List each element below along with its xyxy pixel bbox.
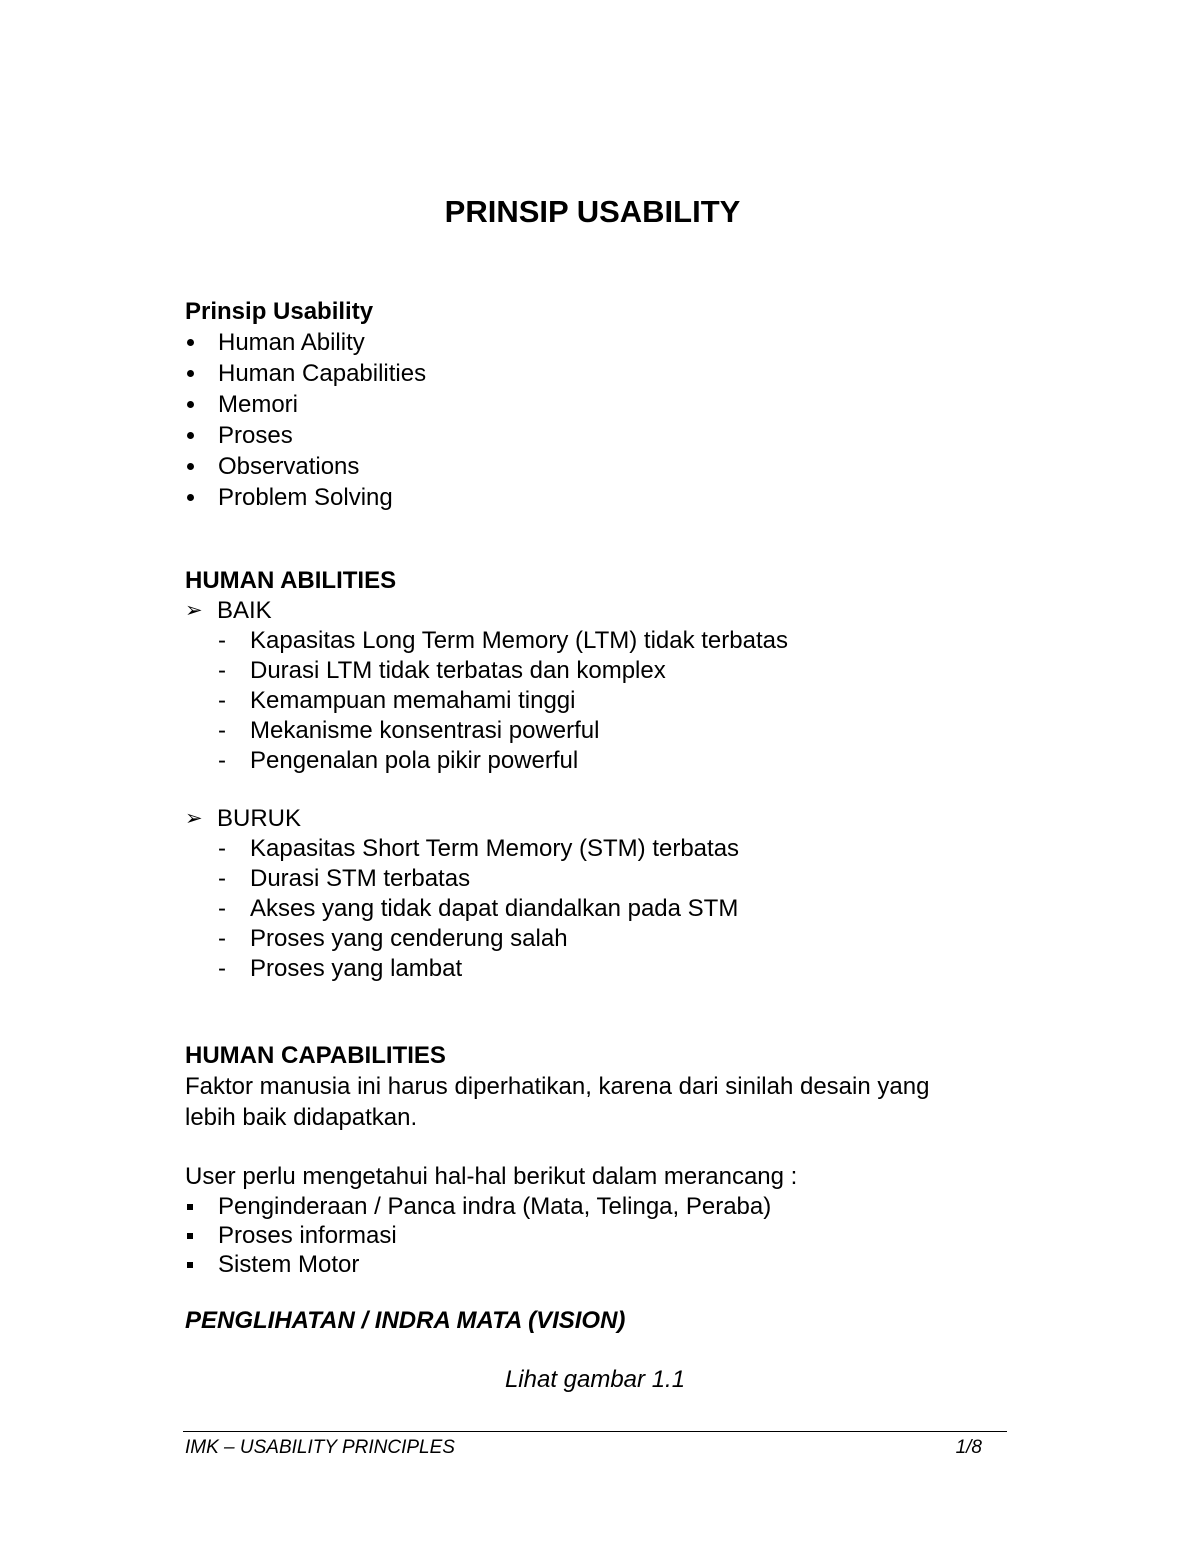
dash-bullet-icon: - xyxy=(218,687,226,714)
baik-label: ➢ BAIK xyxy=(185,597,272,624)
page-title: PRINSIP USABILITY xyxy=(444,194,741,229)
list-item: - Mekanisme konsentrasi powerful xyxy=(218,717,600,744)
list-item: Proses xyxy=(185,420,1015,451)
prinsip-section xyxy=(185,296,1015,513)
square-bullet-icon xyxy=(187,1204,193,1210)
dash-bullet-icon: - xyxy=(218,955,226,982)
list-item: - Proses yang lambat xyxy=(218,955,463,982)
dash-bullet-icon: - xyxy=(218,627,226,654)
list-item: Human Capabilities xyxy=(185,358,1015,389)
abilities-section xyxy=(185,565,1015,984)
abilities-heading: HUMAN ABILITIES xyxy=(185,567,397,594)
capabilities-paragraph: Faktor manusia ini harus diperhatikan, karena dari sinilah desain yang lebih baik didapatkan. xyxy=(185,1073,930,1131)
page-number: 1/8 xyxy=(955,1437,982,1458)
bullet-dot-icon xyxy=(187,401,194,408)
capabilities-intro: User perlu mengetahui hal-hal berikut dalam merancang : xyxy=(185,1163,798,1190)
capabilities-heading: HUMAN CAPABILITIES xyxy=(185,1042,446,1069)
list-item: - Kapasitas Long Term Memory (LTM) tidak terbatas xyxy=(218,627,788,654)
list-item: Sistem Motor xyxy=(185,1250,1015,1279)
footer-divider xyxy=(183,1431,1007,1432)
list-item: Problem Solving xyxy=(185,482,1015,513)
list-item: - Proses yang cenderung salah xyxy=(218,925,568,952)
list-item: Observations xyxy=(185,451,1015,482)
list-item: - Kemampuan memahami tinggi xyxy=(218,687,576,714)
square-bullet-icon xyxy=(187,1233,193,1239)
vision-heading: PENGLIHATAN / INDRA MATA (VISION) xyxy=(185,1307,626,1334)
list-item: Proses informasi xyxy=(185,1221,1015,1250)
list-item: Human Ability xyxy=(185,327,1015,358)
dash-bullet-icon: - xyxy=(218,747,226,774)
capabilities-section xyxy=(185,1040,1015,1279)
buruk-label: ➢ BURUK xyxy=(185,805,302,832)
bullet-dot-icon xyxy=(187,494,194,501)
list-item: - Akses yang tidak dapat diandalkan pada STM xyxy=(218,895,739,922)
list-item: - Pengenalan pola pikir powerful xyxy=(218,747,579,774)
dash-bullet-icon: - xyxy=(218,657,226,684)
vision-section xyxy=(185,1307,1015,1335)
list-item: Memori xyxy=(185,389,1015,420)
dash-bullet-icon: - xyxy=(218,835,226,862)
dash-bullet-icon: - xyxy=(218,717,226,744)
arrow-bullet-icon: ➢ xyxy=(185,807,203,830)
figure-caption: Lihat gambar 1.1 xyxy=(504,1366,686,1393)
dash-bullet-icon: - xyxy=(218,865,226,892)
dash-bullet-icon: - xyxy=(218,925,226,952)
list-item: - Durasi LTM tidak terbatas dan komplex xyxy=(218,657,666,684)
spacer xyxy=(185,776,1015,804)
footer-title: IMK – USABILITY PRINCIPLES xyxy=(185,1437,455,1458)
list-item: - Kapasitas Short Term Memory (STM) terbatas xyxy=(218,835,740,862)
dash-bullet-icon: - xyxy=(218,895,226,922)
spacer xyxy=(185,1133,1015,1161)
arrow-bullet-icon: ➢ xyxy=(185,599,203,622)
bullet-dot-icon xyxy=(187,463,194,470)
bullet-dot-icon xyxy=(187,339,194,346)
bullet-dot-icon xyxy=(187,432,194,439)
prinsip-heading: Prinsip Usability xyxy=(185,298,374,325)
square-bullet-icon xyxy=(187,1262,193,1268)
list-item: - Durasi STM terbatas xyxy=(218,865,471,892)
bullet-dot-icon xyxy=(187,370,194,377)
list-item: Penginderaan / Panca indra (Mata, Telinga, Peraba) xyxy=(185,1192,1015,1221)
